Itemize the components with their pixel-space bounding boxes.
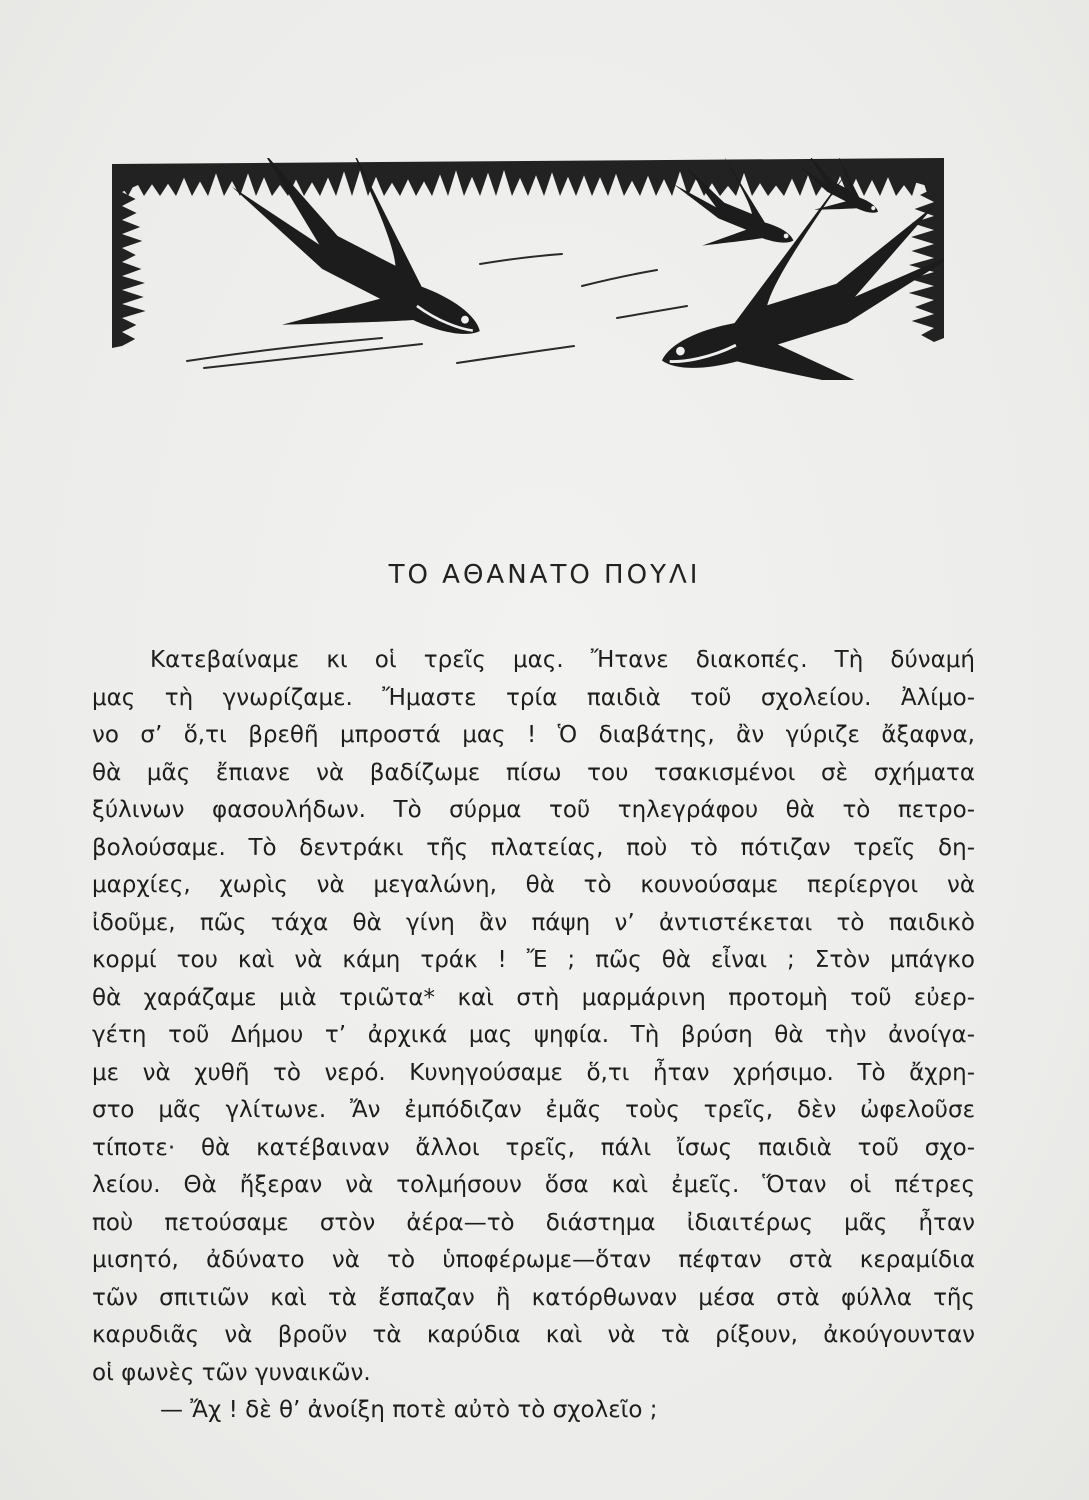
text-line: τίποτε· θὰ κατέβαιναν ἄλλοι τρεῖς, πάλι ἴσως παιδιὰ τοῦ σχο- [92, 1134, 975, 1161]
swallows-woodcut-illustration [112, 158, 944, 380]
text-line: μαρχίες, χωρὶς νὰ μεγαλώνη, θὰ τὸ κουνούσαμε περίεργοι νὰ [92, 872, 975, 898]
text-line: βολούσαμε. Τὸ δεντράκι τῆς πλατείας, ποὺ τὸ πότιζαν τρεῖς δη- [92, 834, 975, 861]
text-line: ποὺ πετούσαμε στὸν ἀέρα—τὸ διάστημα ἰδιαιτέρως μᾶς ἦταν [92, 1209, 975, 1236]
text-line: λείου. Θὰ ἤξεραν νὰ τολμήσουν ὅσα καὶ ἐμεῖς. Ὅταν οἱ πέτρες [92, 1172, 975, 1198]
text-line: καρυδιᾶς νὰ βροῦν τὰ καρύδια καὶ νὰ τὰ ρίξουν, ἀκούγουνταν [92, 1322, 975, 1348]
text-line: τῶν σπιτιῶν καὶ τὰ ἔσπαζαν ἢ κατόρθωναν μέσα στὰ φύλλα τῆς [92, 1284, 975, 1311]
text-line: γέτη τοῦ Δήμου τ’ ἀρχικά μας ψηφία. Τὴ βρύση θὰ τὴν ἀνοίγα- [92, 1022, 975, 1048]
text-line: στο μᾶς γλίτωνε. Ἄν ἐμπόδιζαν ἐμᾶς τοὺς τρεῖς, δὲν ὠφελοῦσε [92, 1097, 975, 1123]
text-line: μας τὴ γνωρίζαμε. Ἤμαστε τρία παιδιὰ τοῦ σχολείου. Ἀλίμο- [92, 684, 975, 711]
text-line: κορμί του καὶ νὰ κάμη τράκ ! Ἔ ; πῶς θὰ εἶναι ; Στὸν μπάγκο [92, 947, 975, 973]
text-line: θὰ μᾶς ἔπιανε νὰ βαδίζωμε πίσω του τσακισμένοι σὲ σχήματα [92, 759, 975, 786]
text-line: μισητό, ἀδύνατο νὰ τὸ ὑποφέρωμε—ὅταν πέφταν στὰ κεραμίδια [92, 1247, 975, 1273]
text-line: οἱ φωνὲς τῶν γυναικῶν. [92, 1359, 371, 1386]
dialogue-line: — Ἄχ ! δὲ θ’ ἀνοίξη ποτὲ αὐτὸ τὸ σχολεῖο ; [160, 1397, 658, 1423]
text-line: θὰ χαράζαμε μιὰ τριῶτα* καὶ στὴ μαρμάρινη προτομὴ τοῦ εὐερ- [92, 984, 975, 1011]
text-line: Κατεβαίναμε κι οἱ τρεῖς μας. Ἤτανε διακοπές. Τὴ δύναμή [150, 647, 975, 673]
text-line: νο σ’ ὅ,τι βρεθῆ μπροστά μας ! Ὁ διαβάτης, ἂν γύριζε ἄξαφνα, [92, 722, 975, 748]
chapter-title: ΤΟ ΑΘΑΝΑΤΟ ΠΟΥΛΙ [388, 560, 701, 590]
text-line: ἰδοῦμε, πῶς τάχα θὰ γίνη ἂν πάψη ν’ ἀντιστέκεται τὸ παιδικὸ [92, 909, 975, 936]
story-text [92, 642, 975, 1430]
text-line: ξύλινων φασουλήδων. Τὸ σύρμα τοῦ τηλεγράφου θὰ τὸ πετρο- [92, 797, 975, 823]
text-line: με νὰ χυθῆ τὸ νερό. Κυνηγούσαμε ὅ,τι ἦταν χρήσιμο. Τὸ ἄχρη- [92, 1059, 975, 1086]
